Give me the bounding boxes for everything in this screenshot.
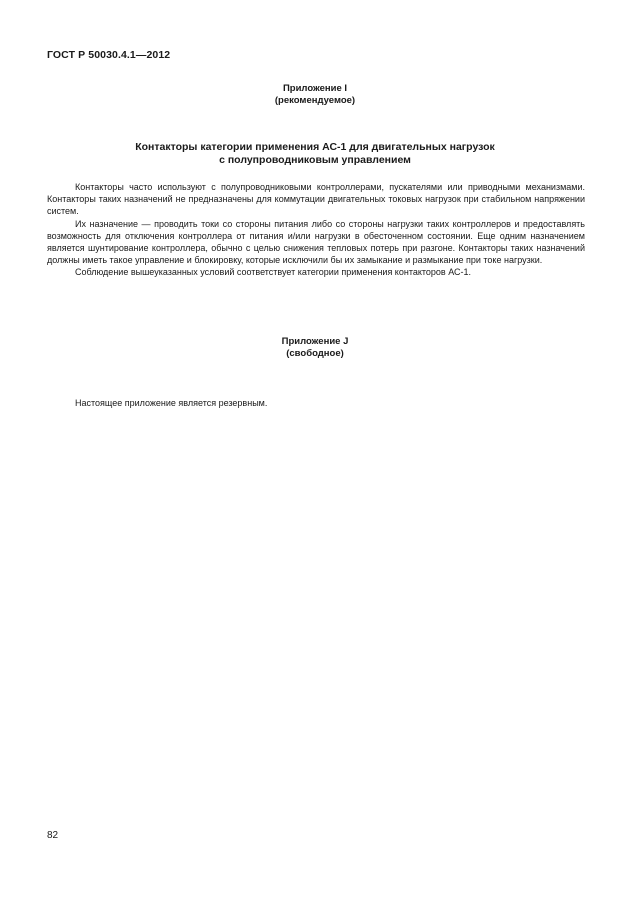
annex-i-label [40, 83, 590, 107]
annex-j-label [40, 336, 590, 360]
annex-j-title: Приложение J [281, 336, 349, 347]
annex-i-heading-line1: Контакторы категории применения АС-1 для двигательных нагрузок [135, 141, 495, 153]
annex-i-heading [40, 141, 590, 167]
annex-i-status: (рекомендуемое) [274, 95, 356, 106]
annex-i-body [47, 181, 585, 279]
annex-i-title: Приложение I [282, 83, 348, 94]
standard-code-header: ГОСТ Р 50030.4.1—2012 [47, 49, 171, 61]
annex-i-paragraph-3: Соблюдение вышеуказанных условий соответствует категории применения контакторов АС-1. [75, 267, 472, 278]
annex-j-status: (свободное) [286, 348, 344, 359]
annex-i-paragraph-1: Контакторы часто используют с полупроводниковыми контроллерами, пускателями или приводными механизмами. Контакторы таких назначений не предназначены для коммутации двигательных токовых нагрузок при стабильном напряжении систем. [47, 182, 585, 217]
annex-i-paragraph-2: Их назначение — проводить токи со стороны питания либо со стороны нагрузки таких контроллеров и предоставлять возможность для отключения контроллера от питания и/или нагрузки в обесточенном состоянии. Еще одним назначением является шунтирование контроллера, обычно с целью снижения тепловых потерь при разгоне. Контакторы таких назначений должны иметь такое управление и блокировку, которые исключили бы их замыкание и размыкание при токе нагрузки. [47, 218, 585, 266]
page-number: 82 [47, 830, 59, 841]
annex-j-text: Настоящее приложение является резервным. [75, 398, 268, 408]
annex-i-heading-line2: с полупроводниковым управлением [219, 154, 411, 166]
